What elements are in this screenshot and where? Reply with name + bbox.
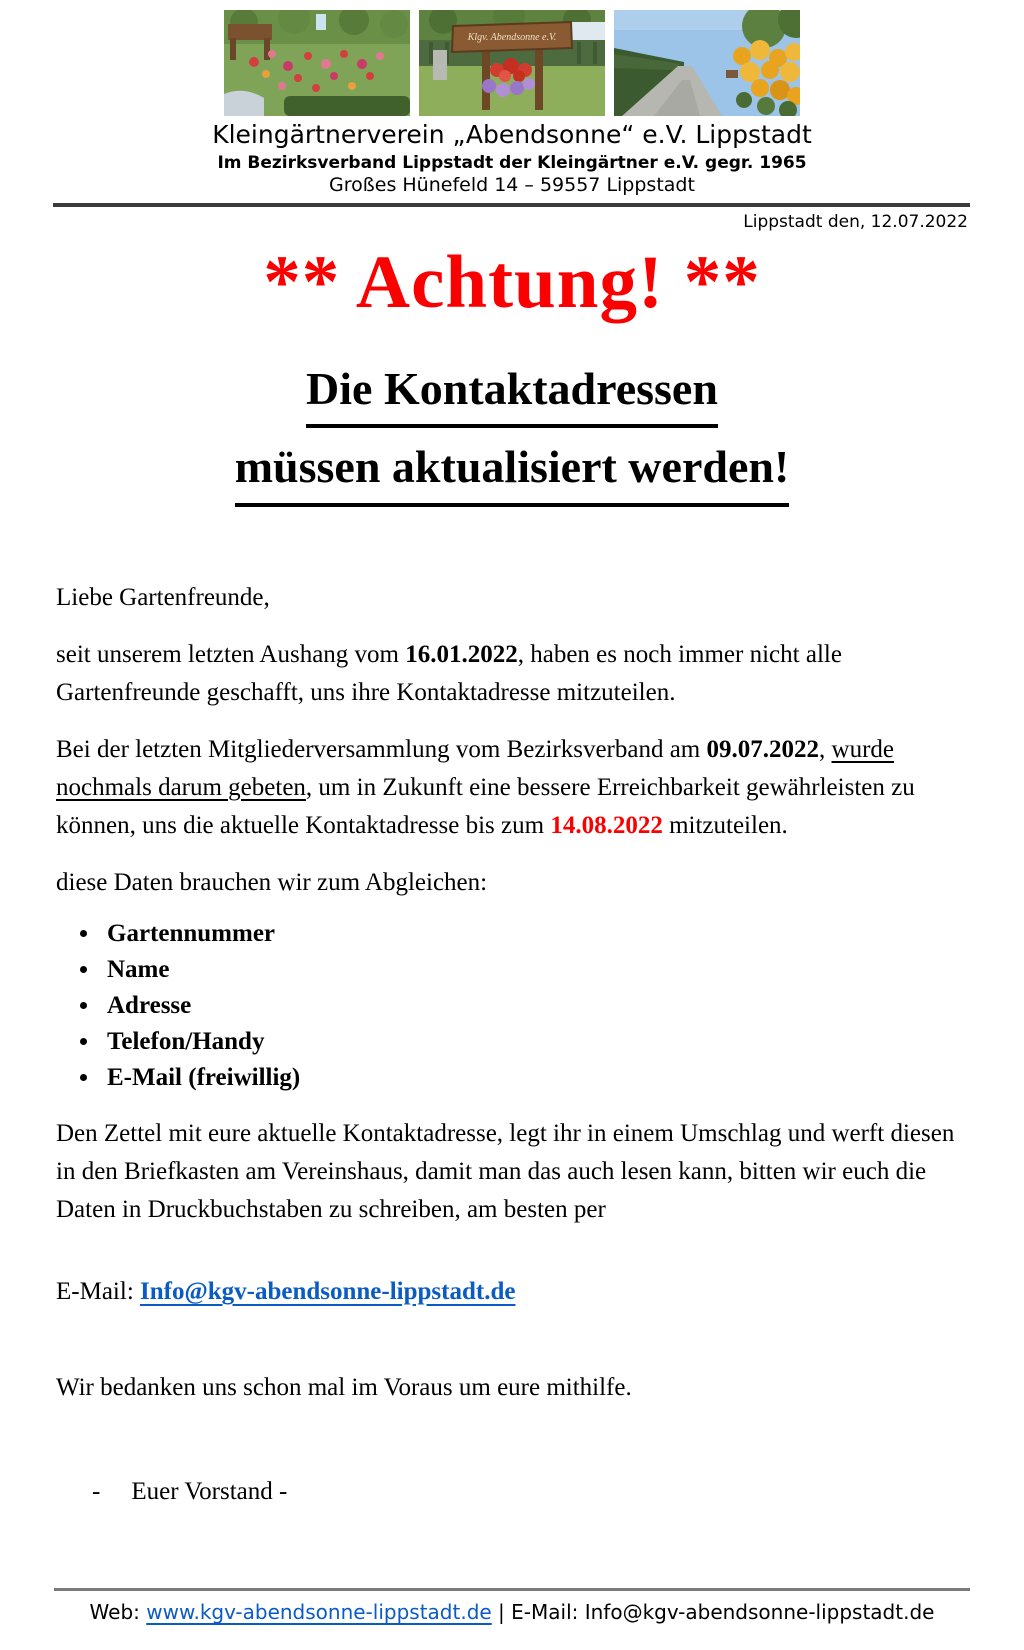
underlined-phrase: wurde nochmals darum gebeten: [56, 735, 894, 801]
page-footer: [0, 1588, 1024, 1650]
list-intro: diese Daten brauchen wir zum Abgleichen:: [56, 868, 488, 896]
paragraph-zettel: Den Zettel mit eure aktuelle Kontaktadresse, legt ihr in einem Umschlag und werft diesen in den Briefkasten am Vereinshaus, damit man das auch lesen kann, bitten wir euch die Daten in Druckbuchstaben zu schreiben, am besten per: [56, 1119, 955, 1223]
paragraph-versammlung-text3: mitzuteilen.: [662, 811, 788, 839]
attention-heading: ** Achtung! **: [263, 240, 761, 324]
signature-text: Euer Vorstand -: [131, 1477, 288, 1505]
footer-web-link[interactable]: www.kgv-abendsonne-lippstadt.de: [146, 1600, 492, 1624]
photo-garden-flowerbed: [224, 10, 410, 116]
date-16-01-2022: 16.01.2022: [405, 640, 518, 668]
paragraph-aushang-text: seit unserem letzten Aushang vom: [56, 640, 406, 668]
paragraph-versammlung: [56, 731, 968, 845]
letterhead: [0, 0, 1024, 196]
list-item-gartennummer: • Gartennummer: [101, 916, 968, 952]
email-label: E-Mail:: [56, 1277, 141, 1305]
association-line: Im Bezirksverband Lippstadt der Kleingärtner e.V. gegr. 1965: [217, 152, 807, 173]
header-photo-strip: [0, 0, 1024, 116]
paragraph-versammlung-text: Bei der letzten Mitgliederversammlung vom Bezirksverband am: [56, 735, 707, 763]
header-divider: [53, 203, 970, 207]
paragraph-aushang-text2: , haben es noch immer nicht alle Gartenfreunde geschafft, uns ihre Kontaktadresse mitzuteilen.: [56, 640, 842, 706]
list-item-adresse: • Adresse: [101, 988, 968, 1024]
thanks-line: Wir bedanken uns schon mal im Voraus um eure mithilfe.: [56, 1373, 632, 1401]
footer-contact-line: [0, 1600, 1024, 1624]
paragraph-versammlung-text2: , um in Zukunft eine bessere Erreichbarkeit gewährleisten zu können, uns die aktuelle Kontaktadresse bis zum: [56, 773, 915, 839]
list-item-telefon: • Telefon/Handy: [101, 1024, 968, 1060]
required-data-list: [56, 916, 968, 1096]
photo-club-sign: [419, 10, 605, 116]
email-contact-line: [56, 1273, 968, 1311]
photo-garden-path: [614, 10, 800, 116]
date-line: Lippstadt den, 12.07.2022: [743, 211, 968, 232]
sign-text: Klgv. Abendsonne e.V.: [467, 32, 557, 43]
email-link[interactable]: Info@kgv-abendsonne-lippstadt.de: [140, 1277, 516, 1305]
main-heading-line1: Die Kontaktadressen: [306, 356, 718, 428]
footer-divider: [54, 1588, 970, 1591]
footer-web-label: Web:: [89, 1600, 147, 1624]
main-heading-line2: müssen aktualisiert werden!: [235, 434, 790, 506]
deadline-date: 14.08.2022: [550, 811, 663, 839]
list-item-name: • Name: [101, 952, 968, 988]
main-heading: [0, 356, 1024, 513]
footer-separator: |: [491, 1600, 512, 1624]
list-item-email: • E-Mail (freiwillig): [101, 1060, 968, 1096]
footer-email-text: Info@kgv-abendsonne-lippstadt.de: [584, 1600, 935, 1624]
date-09-07-2022: 09.07.2022: [706, 735, 820, 763]
paragraph-versammlung-comma: ,: [819, 735, 832, 763]
club-name: Kleingärtnerverein „Abendsonne“ e.V. Lippstadt: [212, 120, 812, 149]
salutation: Liebe Gartenfreunde,: [56, 583, 270, 611]
paragraph-aushang: [56, 636, 968, 712]
signature-dash: -: [92, 1477, 101, 1505]
signature-line: [92, 1473, 968, 1511]
address-line: Großes Hünefeld 14 – 59557 Lippstadt: [329, 173, 695, 196]
footer-email-label: E-Mail:: [511, 1600, 585, 1624]
